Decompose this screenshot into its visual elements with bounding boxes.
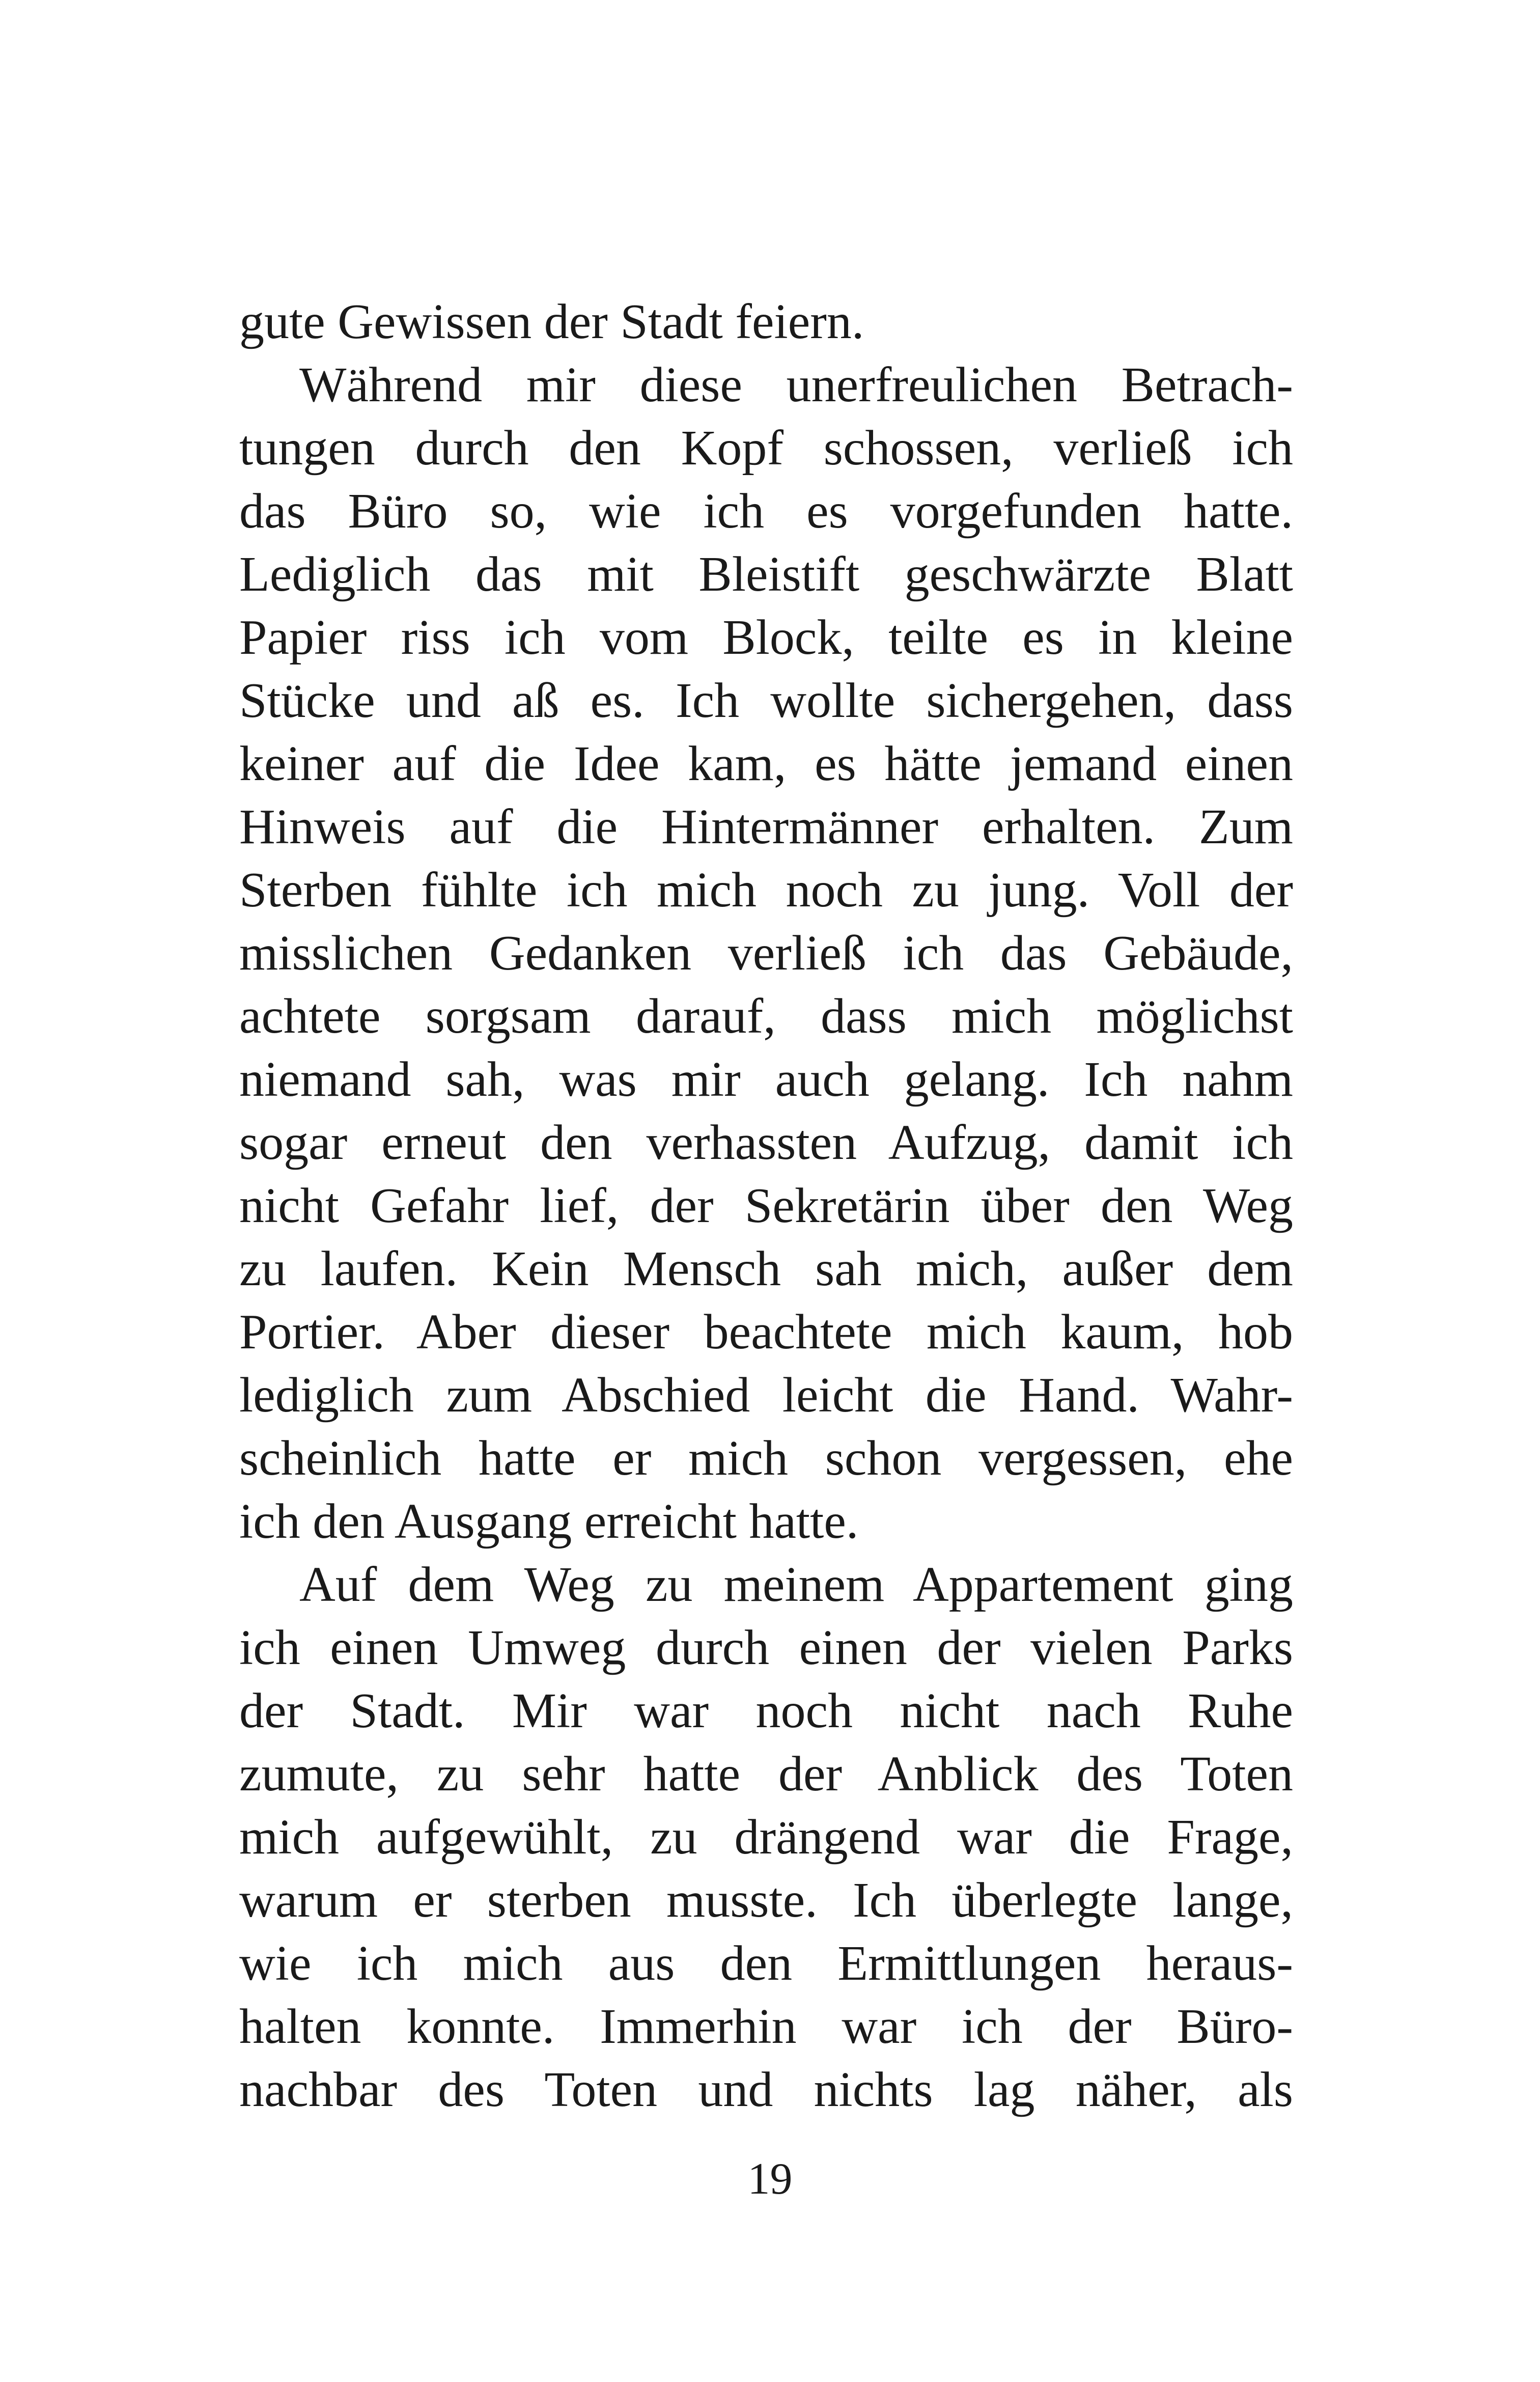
text-line: zumute, zu sehr hatte der Anblick des Toten [239,1747,1293,1802]
text-line: wie ich mich aus den Ermittlungen heraus- [239,1936,1293,1991]
text-line: Lediglich das mit Bleistift geschwärzte Blatt [239,547,1293,602]
text-line: warum er sterben musste. Ich überlegte lange, [239,1873,1293,1928]
text-line: achtete sorgsam darauf, dass mich möglichst [239,989,1293,1044]
text-line: ich den Ausgang erreicht hatte. [239,1494,859,1549]
body-text [239,290,1293,2121]
text-line: Portier. Aber dieser beachtete mich kaum, hob [239,1305,1293,1360]
text-line: der Stadt. Mir war noch nicht nach Ruhe [239,1683,1293,1738]
text-line: scheinlich hatte er mich schon vergessen, ehe [239,1431,1293,1486]
text-line: gute Gewissen der Stadt feiern. [239,294,864,349]
text-line: tungen durch den Kopf schossen, verließ ich [239,421,1293,476]
text-line: Während mir diese unerfreulichen Betrach- [299,357,1293,412]
text-line: das Büro so, wie ich es vorgefunden hatte. [239,484,1293,539]
page-number: 19 [747,2154,793,2204]
text-line: sogar erneut den verhassten Aufzug, damit ich [239,1115,1293,1170]
text-line: Sterben fühlte ich mich noch zu jung. Voll der [239,863,1293,918]
text-line: ich einen Umweg durch einen der vielen Parks [239,1620,1293,1675]
text-line: Papier riss ich vom Block, teilte es in kleine [239,610,1293,665]
text-line: halten konnte. Immerhin war ich der Büro- [239,1999,1293,2054]
text-line: misslichen Gedanken verließ ich das Gebäude, [239,926,1293,981]
text-line: niemand sah, was mir auch gelang. Ich nahm [239,1052,1293,1107]
text-line: mich aufgewühlt, zu drängend war die Frage, [239,1810,1293,1865]
text-line: zu laufen. Kein Mensch sah mich, außer dem [239,1241,1293,1296]
text-line: nachbar des Toten und nichts lag näher, als [239,2062,1293,2117]
text-line: nicht Gefahr lief, der Sekretärin über den Weg [239,1178,1293,1233]
text-line: Auf dem Weg zu meinem Appartement ging [299,1557,1293,1612]
text-line: keiner auf die Idee kam, es hätte jemand einen [239,736,1293,791]
text-line: lediglich zum Abschied leicht die Hand. Wahr- [239,1368,1293,1423]
text-line: Stücke und aß es. Ich wollte sichergehen, dass [239,673,1293,728]
text-line: Hinweis auf die Hintermänner erhalten. Zum [239,799,1293,854]
